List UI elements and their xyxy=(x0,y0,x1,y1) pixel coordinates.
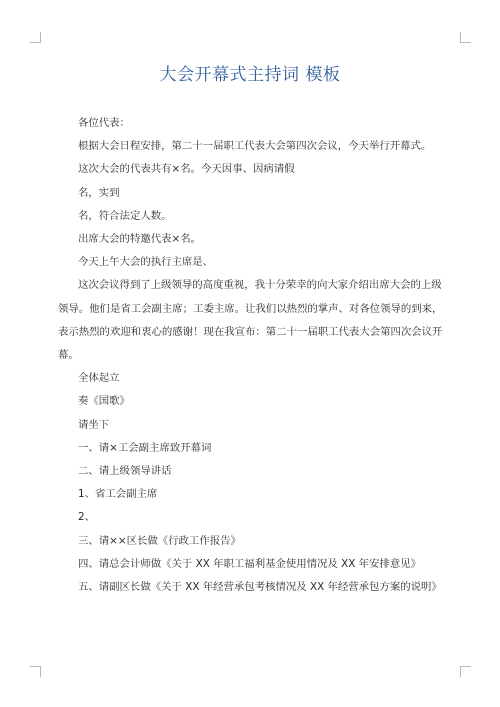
agenda-item-3: 三、请××区长做《行政工作报告》 xyxy=(78,534,241,547)
corner-mark-top-left xyxy=(30,32,41,43)
paragraph-introduction-line: 表示热烈的欢迎和衷心的感谢！现在我宣布：第二十一届职工代表大会第四次会议开 xyxy=(58,325,443,338)
corner-mark-bottom-right xyxy=(460,666,471,677)
paragraph-schedule: 根据大会日程安排，第二十一届职工代表大会第四次会议，今天举行开幕式。 xyxy=(78,140,432,153)
paragraph-present-count: 名，实到 xyxy=(78,186,120,199)
paragraph-be-seated: 请坐下 xyxy=(78,418,110,431)
paragraph-all-rise: 全体起立 xyxy=(78,372,120,385)
agenda-item-2: 二、请上级领导讲话 xyxy=(78,465,172,478)
document-title: 大会开幕式主持词 模板 xyxy=(159,65,341,85)
paragraph-introduction-line: 这次会议得到了上级领导的高度重视，我十分荣幸的向大家介绍出席大会的上级 xyxy=(78,279,442,292)
agenda-subitem-1: 1、省工会副主席 xyxy=(78,488,158,501)
paragraph-introduction-line: 领导。他们是省工会副主席；工委主席。让我们以热烈的掌声、对各位领导的到来， xyxy=(58,302,443,315)
document-body xyxy=(58,112,448,599)
paragraph-quorum: 名，符合法定人数。 xyxy=(78,209,172,222)
agenda-subitem-2: 2、 xyxy=(78,511,96,524)
corner-mark-top-right xyxy=(460,32,471,43)
agenda-item-4: 四、请总会计师做《关于 XX 年职工福利基金使用情况及 XX 年安排意见》 xyxy=(78,557,422,570)
paragraph-anthem: 奏《国歌》 xyxy=(78,395,130,408)
agenda-item-5: 五、请副区长做《关于 XX 年经营承包考核情况及 XX 年经营承包方案的说明》 xyxy=(78,581,442,594)
paragraph-delegate-count: 这次大会的代表共有×名。今天因事、因病请假 xyxy=(78,163,295,176)
corner-mark-bottom-left xyxy=(30,666,41,677)
paragraph-salutation: 各位代表： xyxy=(78,117,130,129)
agenda-item-1: 一、请×工会副主席致开幕词 xyxy=(78,441,212,454)
paragraph-executive-chair: 今天上午大会的执行主席是、 xyxy=(78,256,214,269)
paragraph-introduction xyxy=(58,274,448,367)
paragraph-introduction-line: 幕。 xyxy=(58,349,79,362)
paragraph-special-delegates: 出席大会的特邀代表×名。 xyxy=(78,233,202,246)
